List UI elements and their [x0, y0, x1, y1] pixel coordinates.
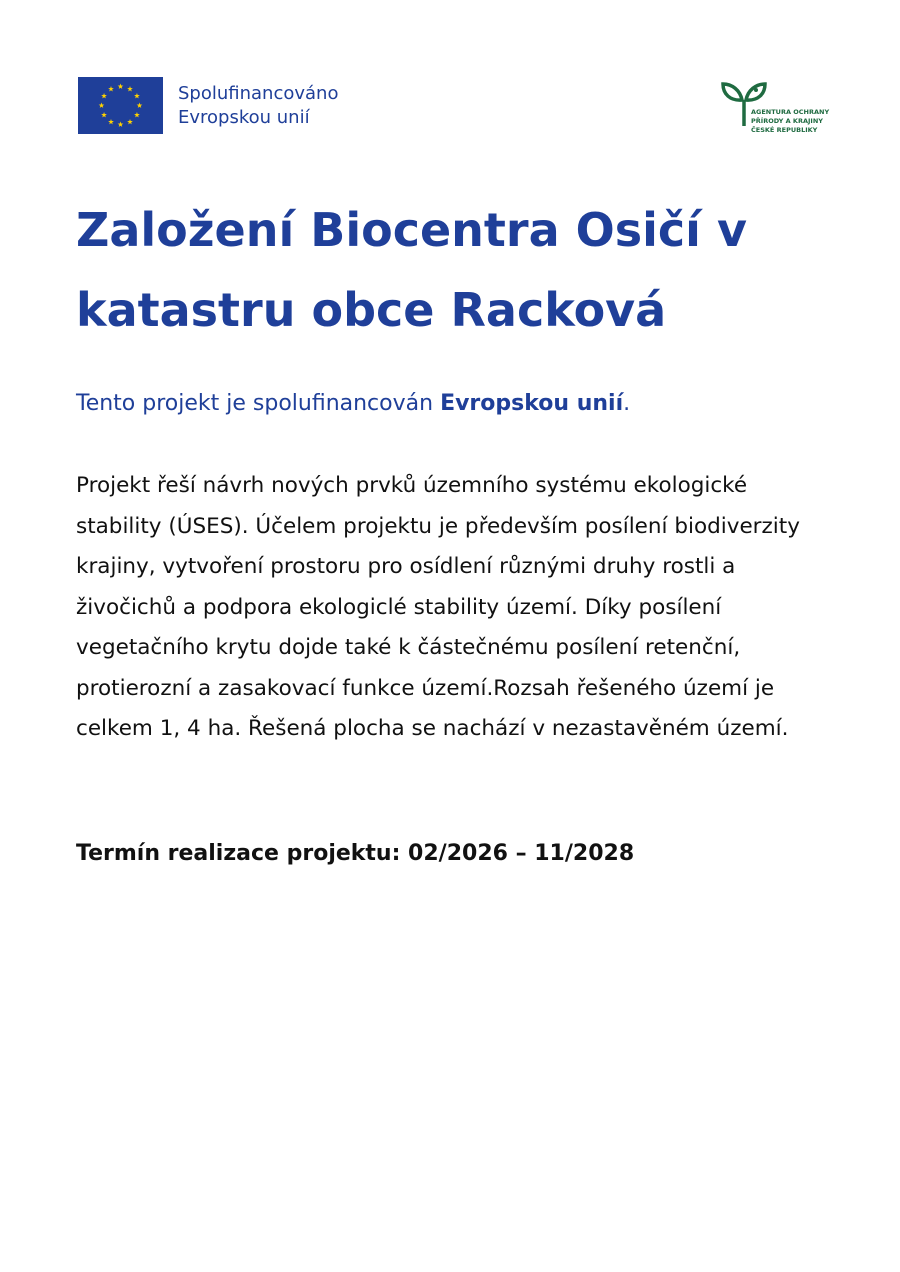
aopk-text-line3: ČESKÉ REPUBLIKY [751, 126, 818, 134]
eu-star [108, 119, 114, 124]
project-term: Termín realizace projektu: 02/2026 – 11/2028 [76, 841, 635, 866]
eu-star [108, 86, 114, 91]
eu-cofinancing-text [178, 82, 338, 130]
eu-text-line1: Spolufinancováno [178, 82, 339, 104]
eu-star [118, 84, 124, 89]
eu-star [127, 119, 133, 124]
aopk-logo-text [751, 108, 829, 135]
cofinancing-prefix: Tento projekt je spolufinancován [76, 391, 441, 416]
project-description: Projekt řeší návrh nových prvků územního systému ekologické stability (ÚSES). Účelem projektu je především posílení biodiverzity krajiny, vytvoření prostoru pro osídlení různými druhy rostli a živočichů a podpora ekologiclé stability území. Díky posílení vegetačního krytu dojde také k částečnému posílení retenční, protierozní a zasakovací funkce území.Rozsah řešeného území je celkem 1, 4 ha. Řešená plocha se nachází v nezastavěném území. [76, 473, 800, 741]
aopk-text-line1: AGENTURA OCHRANY [751, 108, 830, 116]
page-title: Založení Biocentra Osičí v katastru obce Racková [76, 203, 747, 337]
aopk-logo [718, 78, 838, 132]
cofinancing-suffix: . [623, 391, 631, 416]
eu-star [101, 93, 107, 98]
eu-star [101, 112, 107, 117]
eu-star [137, 103, 143, 108]
eu-flag-icon [78, 77, 163, 134]
cofinancing-statement [76, 386, 630, 422]
eu-star [118, 122, 124, 127]
eu-star [127, 86, 133, 91]
eu-cofinancing-logo [78, 77, 338, 134]
cofinancing-emphasis: Evropskou unií [440, 391, 624, 416]
eu-star [134, 93, 140, 98]
eu-star [99, 103, 105, 108]
eu-text-line2: Evropskou unií [178, 106, 310, 128]
eu-star [134, 112, 140, 117]
aopk-text-line2: PŘÍRODY A KRAJINY [751, 117, 823, 125]
